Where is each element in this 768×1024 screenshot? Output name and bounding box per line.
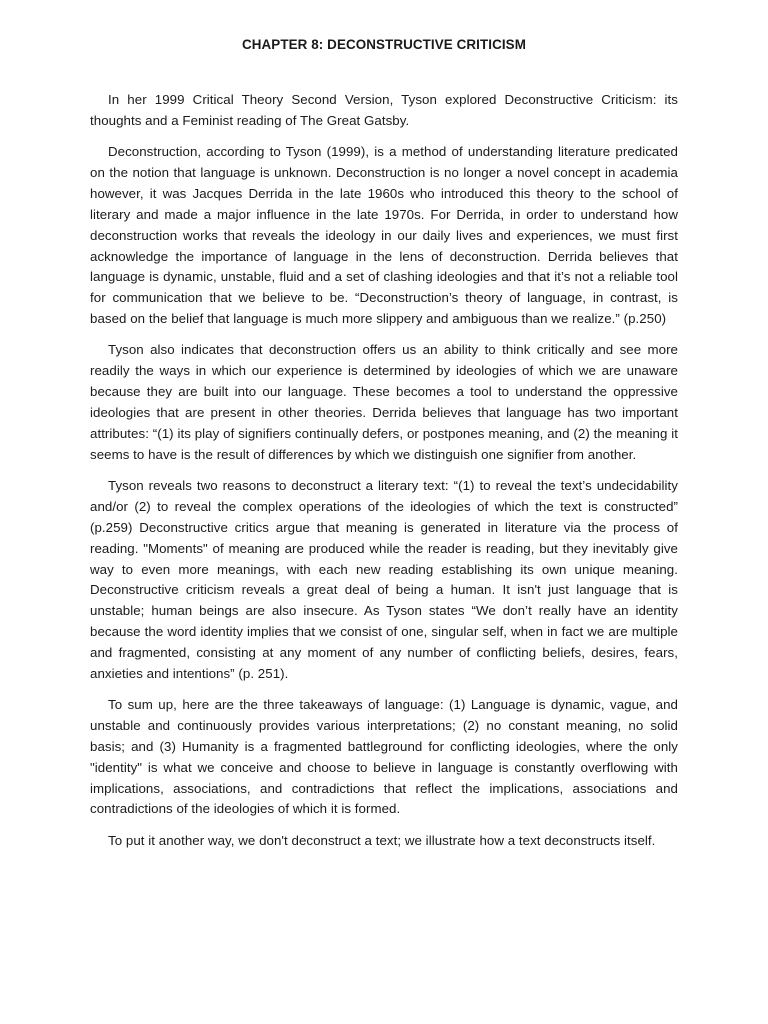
chapter-title: CHAPTER 8: DECONSTRUCTIVE CRITICISM (242, 37, 526, 52)
paragraph-deconstruction-definition: Deconstruction, according to Tyson (1999), is a method of understanding literature predicated on the notion that language is unknown. Deconstruction is no longer a novel concept in academia however, it was Jacques Derrida in the late 1960s who introduced this theory to the school of literary and made a major influence in the late 1970s. For Derrida, in order to understand how deconstruction works that reveals the ideology in our daily lives and experiences, we must first acknowledge the importance of language in the lens of deconstruction. Derrida believes that language is dynamic, unstable, fluid and a set of clashing ideologies and that it’s not a reliable tool for communication that we believe to be. “Deconstruction’s theory of language, in contrast, is based on the belief that language is much more slippery and ambiguous than we realize.” (p.250) (90, 144, 678, 327)
document-body (90, 90, 678, 852)
document-page (90, 36, 678, 852)
paragraph-reasons-to-deconstruct: Tyson reveals two reasons to deconstruct a literary text: “(1) to reveal the text’s undecidability and/or (2) to reveal the complex operations of the ideologies of which the text is constructed” (p.259) Deconstructive critics argue that meaning is generated in literature via the process of reading. "Moments" of meaning are produced while the reader is reading, but they inevitably give way to even more meanings, with each new reading establishing its own unique meaning. Deconstructive criticism reveals a great deal of being a human. It isn't just language that is unstable; human beings are also insecure. As Tyson states “We don’t really have an identity because the word identity implies that we consist of one, singular self, when in fact we are multiple and fragmented, consisting at any moment of any number of conflicting beliefs, desires, fears, anxieties and intentions” (p. 251). (90, 478, 678, 681)
paragraph-intro: In her 1999 Critical Theory Second Version, Tyson explored Deconstructive Criticism: its thoughts and a Feminist reading of The Great Gatsby. (90, 92, 678, 128)
paragraph-takeaways: To sum up, here are the three takeaways of language: (1) Language is dynamic, vague, and unstable and continuously provides various interpretations; (2) no constant meaning, no solid basis; and (3) Humanity is a fragmented battleground for conflicting ideologies, where the only "identity" is what we conceive and choose to believe in language is constantly overflowing with implications, associations, and contradictions that reflect the implications, associations and contradictions of the ideologies of which it is formed. (90, 697, 678, 817)
paragraph-critical-thinking: Tyson also indicates that deconstruction offers us an ability to think critically and see more readily the ways in which our experience is determined by ideologies of which we are unaware because they are built into our language. These becomes a tool to understand the oppressive ideologies that are present in other theories. Derrida believes that language has two important attributes: “(1) its play of signifiers continually defers, or postpones meaning, and (2) the meaning it seems to have is the result of differences by which we distinguish one signifier from another. (90, 342, 678, 462)
paragraph-conclusion: To put it another way, we don't deconstruct a text; we illustrate how a text deconstructs itself. (108, 832, 656, 848)
